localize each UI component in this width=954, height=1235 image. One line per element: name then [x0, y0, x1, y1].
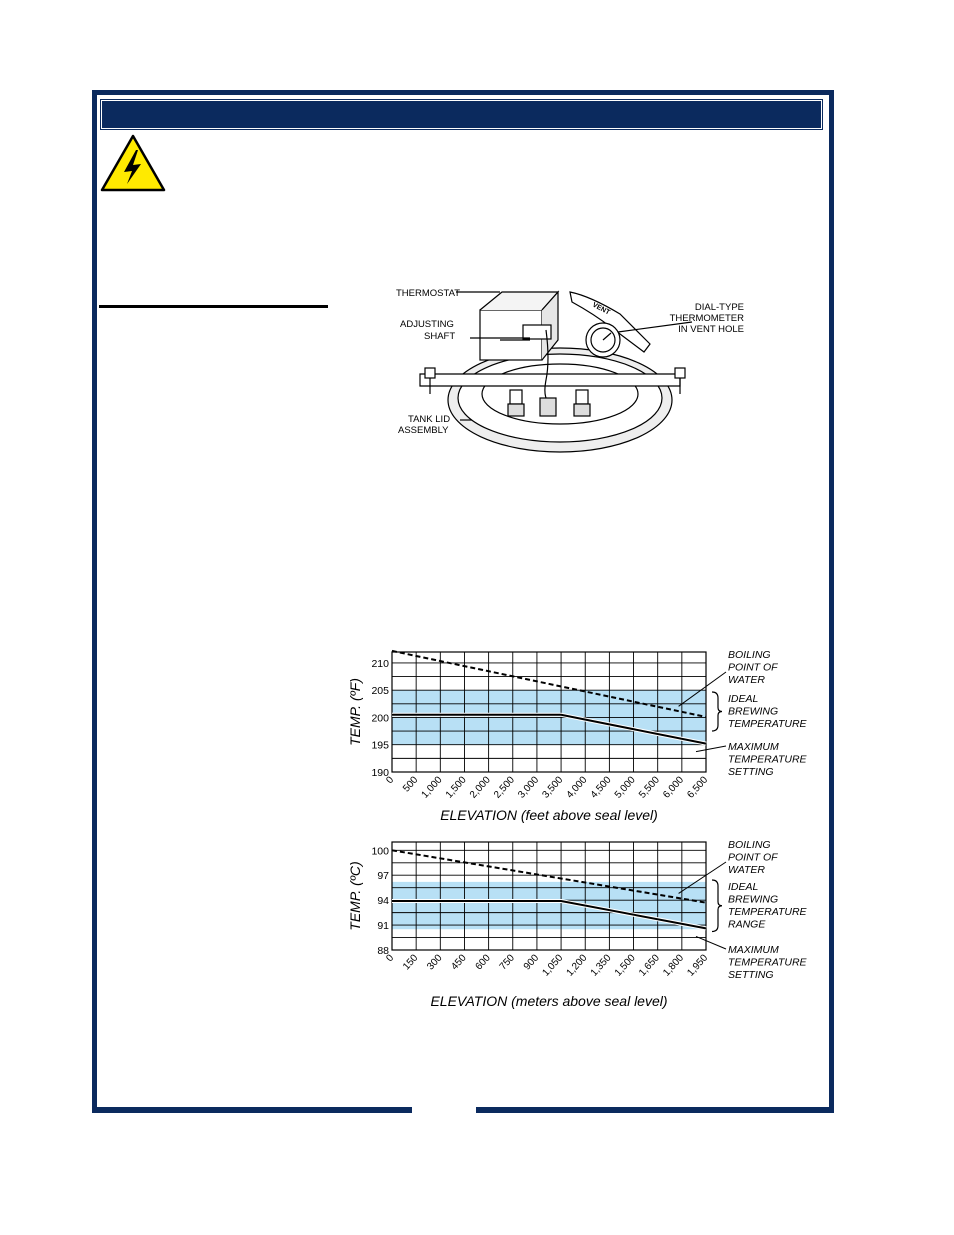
- y-axis-label: TEMP. (ºF): [347, 678, 363, 746]
- y-axis-label: TEMP. (ºC): [347, 861, 363, 931]
- label-ideal-brewing: TEMPERATURE: [728, 906, 807, 918]
- x-tick-label: 0: [384, 952, 397, 965]
- x-tick-label: 5,500: [636, 774, 662, 801]
- x-tick-label: 450: [449, 952, 469, 973]
- section-header-bar: [101, 100, 822, 129]
- tank-lid-illustration: [380, 270, 760, 470]
- label-boiling-point: WATER: [728, 674, 765, 686]
- x-tick-label: 1,500: [612, 952, 638, 979]
- label-max-setting: SETTING: [728, 969, 774, 981]
- x-tick-label: 900: [521, 952, 542, 973]
- x-axis-label: ELEVATION (meters above seal level): [430, 993, 668, 1009]
- callout-adjusting-shaft-1: ADJUSTING: [400, 319, 454, 330]
- x-tick-label: 1,500: [443, 774, 469, 801]
- x-tick-label: 4,000: [564, 774, 590, 801]
- x-tick-label: 1,950: [685, 952, 711, 979]
- label-max-setting: MAXIMUM: [728, 944, 779, 956]
- y-tick-label: 88: [377, 945, 389, 957]
- x-tick-label: 4,500: [588, 774, 614, 801]
- x-tick-label: 750: [497, 952, 517, 973]
- label-boiling-point: BOILING: [728, 649, 771, 661]
- max-leader: [696, 746, 726, 752]
- x-tick-label: 6,500: [685, 774, 711, 801]
- x-tick-label: 1,200: [564, 952, 590, 979]
- x-tick-label: 2,000: [467, 774, 493, 801]
- x-tick-label: 0: [384, 774, 397, 787]
- frame-bottom-left: [92, 1107, 412, 1113]
- ideal-band: [392, 882, 706, 929]
- label-max-setting: TEMPERATURE: [728, 956, 807, 969]
- x-tick-label: 5,000: [612, 774, 638, 801]
- label-ideal-brewing: TEMPERATURE: [728, 718, 807, 730]
- x-tick-label: 1,650: [636, 952, 662, 979]
- y-tick-label: 94: [377, 895, 389, 908]
- callout-adjusting-shaft-2: SHAFT: [424, 331, 456, 342]
- y-tick-label: 205: [371, 685, 389, 698]
- callout-thermometer-2: THERMOMETER: [669, 313, 744, 324]
- y-tick-label: 97: [377, 870, 389, 883]
- callout-thermostat: THERMOSTAT: [396, 288, 461, 299]
- callout-tank-lid-1: TANK LID: [408, 414, 451, 425]
- x-tick-label: 150: [401, 952, 421, 973]
- label-boiling-point: WATER: [728, 864, 765, 876]
- label-ideal-brewing: IDEAL: [728, 693, 759, 705]
- ideal-brace: [712, 692, 722, 731]
- y-tick-label: 91: [377, 920, 389, 933]
- y-tick-label: 195: [371, 739, 389, 752]
- label-ideal-brewing: RANGE: [728, 918, 766, 931]
- callout-thermometer-1: DIAL-TYPE: [694, 302, 744, 313]
- label-max-setting: MAXIMUM: [728, 741, 779, 753]
- max-leader: [696, 936, 726, 949]
- frame-bottom-right: [476, 1107, 834, 1113]
- x-tick-label: 1,350: [588, 952, 614, 979]
- label-ideal-brewing: BREWING: [728, 705, 779, 718]
- label-boiling-point: POINT OF: [728, 661, 778, 674]
- callout-tank-lid-2: ASSEMBLY: [398, 425, 449, 436]
- x-tick-label: 1,800: [661, 952, 687, 979]
- chart-fahrenheit: [340, 640, 820, 830]
- y-tick-label: 100: [371, 845, 389, 858]
- label-ideal-brewing: BREWING: [728, 893, 779, 906]
- label-ideal-brewing: IDEAL: [728, 881, 759, 893]
- label-boiling-point: POINT OF: [728, 851, 778, 864]
- y-tick-label: 190: [371, 767, 389, 779]
- x-tick-label: 600: [473, 952, 493, 973]
- x-axis-label: ELEVATION (feet above seal level): [440, 807, 658, 823]
- callout-thermometer-3: IN VENT HOLE: [678, 324, 744, 335]
- section-rule: [99, 305, 328, 308]
- x-tick-label: 300: [425, 952, 445, 973]
- x-tick-label: 3,500: [540, 774, 566, 801]
- x-tick-label: 1,050: [540, 952, 566, 979]
- label-max-setting: TEMPERATURE: [728, 753, 807, 766]
- x-tick-label: 6,000: [661, 774, 687, 801]
- x-tick-label: 2,500: [492, 774, 517, 801]
- high-voltage-warning-icon: [100, 134, 166, 192]
- ideal-brace: [712, 880, 722, 932]
- x-tick-label: 3,000: [516, 774, 542, 801]
- x-tick-label: 1,000: [419, 774, 445, 801]
- chart-celsius: [340, 830, 820, 1015]
- vent-label: VENT: [591, 301, 611, 317]
- x-tick-label: 500: [401, 774, 421, 795]
- y-tick-label: 200: [371, 712, 389, 725]
- label-max-setting: SETTING: [728, 766, 774, 778]
- y-tick-label: 210: [371, 657, 389, 670]
- label-boiling-point: BOILING: [728, 839, 771, 851]
